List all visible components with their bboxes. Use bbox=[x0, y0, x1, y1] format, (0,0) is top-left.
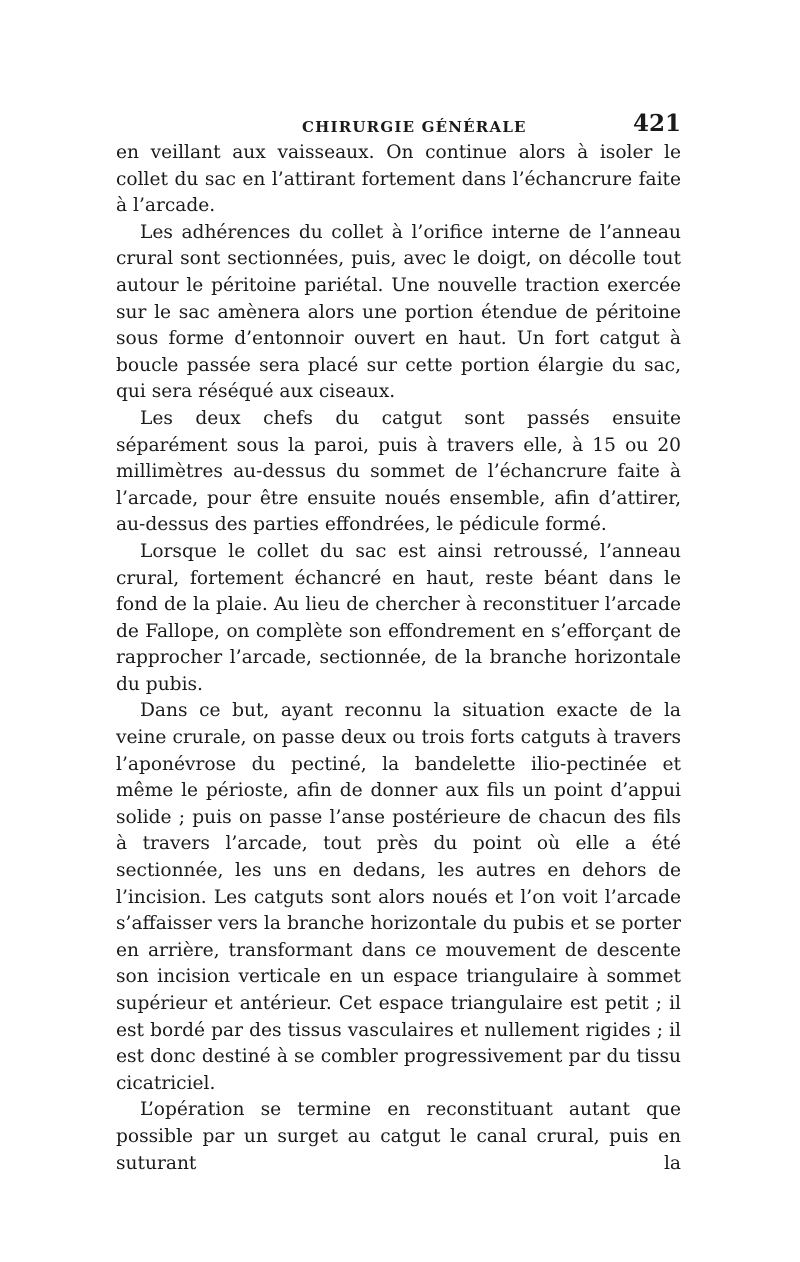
paragraph-3: Les deux chefs du catgut sont passés ensuite séparément sous la paroi, puis à travers elle, à 15 ou 20 millimètres au-dessus du sommet de l’échancrure faite à l’arcade, pour être ensuite noués ensemble, afin d’attirer, au-dessus des parties effondrées, le pédicule formé. bbox=[116, 407, 681, 536]
paragraph-2: Les adhérences du collet à l’orifice interne de l’anneau crural sont sectionnées, puis, avec le doigt, on décolle tout autour le péritoine pariétal. Une nouvelle traction exercée sur le sac amènera alors une portion étendue de péritoine sous forme d’entonnoir ouvert en haut. Un fort catgut à boucle passée sera placé sur cette portion élargie du sac, qui sera réséqué aux ciseaux. bbox=[116, 221, 681, 403]
running-title: CHIRURGIE GÉNÉRALE bbox=[302, 118, 527, 136]
running-head bbox=[116, 100, 681, 140]
paragraph-5: Dans ce but, ayant reconnu la situation exacte de la veine crurale, on passe deux ou trois forts catguts à travers l’aponévrose du pectiné, la bandelette ilio-pectinée et même le périoste, afin de donner aux fils un point d’appui solide ; puis on passe l’anse postérieure de chacun des fils à travers l’arcade, tout près du point où elle a été sectionnée, les uns en dedans, les autres en dehors de l’incision. Les catguts sont alors noués et l’on voit l’arcade s’affaisser vers la branche horizontale du pubis et se porter en arrière, transformant dans ce mouvement de descente son incision verticale en un espace triangulaire à sommet supérieur et antérieur. Cet espace triangulaire est petit ; il est bordé par des tissus vasculaires et nullement rigides ; il est donc destiné à se combler progressivement par du tissu cicatriciel. bbox=[116, 700, 681, 1094]
body-text bbox=[116, 140, 681, 1177]
book-page bbox=[116, 100, 681, 1177]
paragraph-6: L’opération se termine en reconstituant autant que possible par un surget au catgut le canal crural, puis en suturant la bbox=[116, 1099, 681, 1174]
paragraph-4: Lorsque le collet du sac est ainsi retroussé, l’anneau crural, fortement échancré en haut, reste béant dans le fond de la plaie. Au lieu de chercher à reconstituer l’arcade de Fallope, on complète son effondrement en s’efforçant de rapprocher l’arcade, sectionnée, de la branche horizontale du pubis. bbox=[116, 540, 681, 695]
paragraph-1: en veillant aux vaisseaux. On continue alors à isoler le collet du sac en l’attirant fortement dans l’échancrure faite à l’arcade. bbox=[116, 142, 681, 217]
page-number: 421 bbox=[632, 110, 681, 137]
